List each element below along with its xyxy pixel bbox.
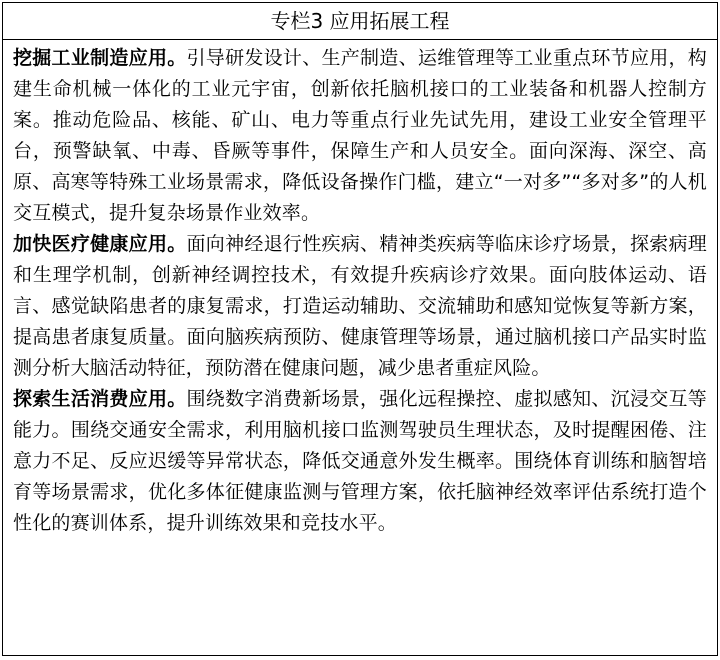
paragraph-consumer <box>13 384 707 539</box>
paragraph-industrial <box>13 43 707 229</box>
paragraph-lead: 探索生活消费应用。 <box>13 388 187 410</box>
paragraph-lead: 挖掘工业制造应用。 <box>13 47 187 69</box>
column-box <box>2 2 718 656</box>
paragraph-text: 引导研发设计、生产制造、运维管理等工业重点环节应用，构建生命机械一体化的工业元宇宙，创新依托脑机接口的工业装备和机器人控制方案。推动危险品、核能、矿山、电力等重点行业先试先用，建设工业安全管理平台，预警缺氧、中毒、昏厥等事件，保障生产和人员安全。面向深海、深空、高原、高寒等特殊工业场景需求，降低设备操作门槛，建立“一对多”“多对多”的人机交互模式，提升复杂场景作业效率。 <box>13 47 707 224</box>
paragraph-lead: 加快医疗健康应用。 <box>13 233 187 255</box>
paragraph-text: 围绕数字消费新场景，强化远程操控、虚拟感知、沉浸交互等能力。围绕交通安全需求，利用脑机接口监测驾驶员生理状态，及时提醒困倦、注意力不足、反应迟缓等异常状态，降低交通意外发生概率。围绕体育训练和脑智培育等场景需求，优化多体征健康监测与管理方案，依托脑神经效率评估系统打造个性化的赛训体系，提升训练效果和竞技水平。 <box>13 388 707 534</box>
column-body <box>3 40 717 539</box>
paragraph-medical <box>13 229 707 384</box>
paragraph-text: 面向神经退行性疾病、精神类疾病等临床诊疗场景，探索病理和生理学机制，创新神经调控技术，有效提升疾病诊疗效果。面向肢体运动、语言、感觉缺陷患者的康复需求，打造运动辅助、交流辅助和感知觉恢复等新方案，提高患者康复质量。面向脑疾病预防、健康管理等场景，通过脑机接口产品实时监测分析大脑活动特征，预防潜在健康问题，减少患者重症风险。 <box>13 233 707 379</box>
column-title: 专栏3 应用拓展工程 <box>3 3 717 40</box>
